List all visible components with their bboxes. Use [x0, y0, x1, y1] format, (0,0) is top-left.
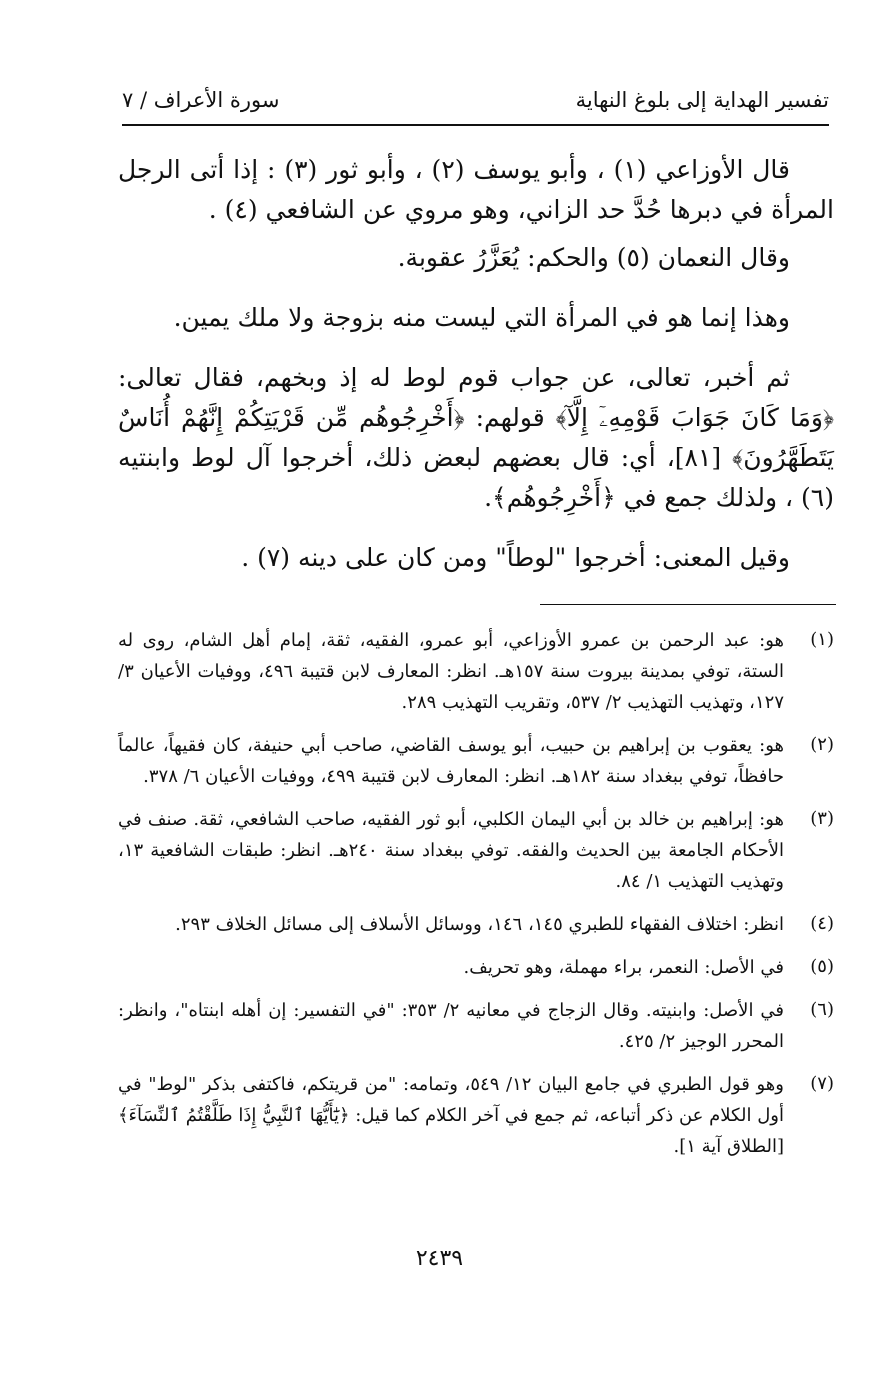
paragraph-1: قال الأوزاعي (١) ، وأبو يوسف (٢) ، وأبو ثور (٣) : إذا أتى الرجل المرأة في دبرها حُدَّ حد الزاني، وهو مروي عن الشافعي (٤) .	[118, 155, 834, 224]
footnote-text: في الأصل: النعمر، براء مهملة، وهو تحريف.	[463, 957, 784, 978]
page-number: ٢٤٣٩	[415, 1246, 464, 1271]
footnote-text: وهو قول الطبري في جامع البيان ١٢/ ٥٤٩، وتمامه: "من قريتكم، فاكتفى بذكر "لوط" في أول الكلام عن ذكر أتباعه، ثم جمع في آخر الكلام كما قيل: ﴿يَٰٓأَيُّهَا ٱلنَّبِيُّ إِذَا طَلَّقْتُمُ ٱلنِّسَآءَ﴾ [الطلاق آية ١].	[118, 1074, 784, 1157]
footnote-number: (٤)	[810, 913, 834, 934]
footnote-number: (٣)	[810, 808, 834, 829]
footnote-number: (٥)	[810, 956, 834, 977]
paragraph-4: ثم أخبر، تعالى، عن جواب قوم لوط له إذ وبخهم، فقال تعالى: ﴿وَمَا كَانَ جَوَابَ قَوْمِهِۦٓ إِلَّآ﴾ قولهم: ﴿أَخْرِجُوهُم مِّن قَرْيَتِكُمْ إِنَّهُمْ أُنَاسٌ يَتَطَهَّرُونَ﴾ [٨١]، أي: قال بعضهم لبعض ذلك، أخرجوا آل لوط وابنتيه (٦) ، ولذلك جمع في ﴿أَخْرِجُوهُم﴾.	[118, 363, 834, 512]
paragraph-2: وقال النعمان (٥) والحكم: يُعَزَّرُ عقوبة.	[397, 243, 790, 272]
running-header	[122, 84, 829, 126]
surah-label: سورة الأعراف / ٧	[122, 88, 280, 112]
footnote	[118, 804, 834, 897]
paragraph-3: وهذا إنما هو في المرأة التي ليست منه بزوجة ولا ملك يمين.	[173, 303, 790, 332]
footnote-number: (٧)	[810, 1073, 834, 1094]
footnote-number: (١)	[810, 629, 834, 650]
footnote	[118, 995, 834, 1057]
footnote	[118, 730, 834, 792]
footnote-number: (٦)	[810, 999, 834, 1020]
footnote	[118, 952, 834, 983]
footnote-text: هو: عبد الرحمن بن عمرو الأوزاعي، أبو عمرو، الفقيه، ثقة، إمام أهل الشام، روى له الستة، توفي بمدينة بيروت سنة ١٥٧هـ. انظر: المعارف لابن قتيبة ٤٩٦، ووفيات الأعيان ٣/ ١٢٧، وتهذيب التهذيب ٢/ ٥٣٧، وتقريب التهذيب ٢٨٩.	[118, 630, 784, 713]
footnote-text: في الأصل: وابنيته. وقال الزجاج في معانيه ٢/ ٣٥٣: "في التفسير: إن أهله ابنتاه"، وانظر: المحرر الوجيز ٢/ ٤٢٥.	[118, 1000, 784, 1052]
footnote-text: هو: إبراهيم بن خالد بن أبي اليمان الكلبي، أبو ثور الفقيه، صاحب الشافعي، ثقة. صنف في الأحكام الجامعة بين الحديث والفقه. توفي ببغداد سنة ٢٤٠هـ. انظر: طبقات الشافعية ١٣، وتهذيب التهذيب ١/ ٨٤.	[118, 809, 784, 892]
book-title: تفسير الهداية إلى بلوغ النهاية	[575, 88, 829, 112]
footnote-separator	[540, 604, 836, 605]
footnote	[118, 625, 834, 718]
footnote-text: هو: يعقوب بن إبراهيم بن حبيب، أبو يوسف القاضي، صاحب أبي حنيفة، كان فقيهاً، عالماً حافظاً، توفي ببغداد سنة ١٨٢هـ. انظر: المعارف لابن قتيبة ٤٩٩، ووفيات الأعيان ٦/ ٣٧٨.	[118, 735, 784, 787]
footnote-text: انظر: اختلاف الفقهاء للطبري ١٤٥، ١٤٦، ووسائل الأسلاف إلى مسائل الخلاف ٢٩٣.	[175, 914, 784, 935]
footnotes	[118, 625, 834, 1174]
footnote	[118, 909, 834, 940]
main-text	[118, 150, 834, 578]
footnote	[118, 1069, 834, 1162]
paragraph-5: وقيل المعنى: أخرجوا "لوطاً" ومن كان على دينه (٧) .	[241, 543, 790, 572]
footnote-number: (٢)	[810, 734, 834, 755]
